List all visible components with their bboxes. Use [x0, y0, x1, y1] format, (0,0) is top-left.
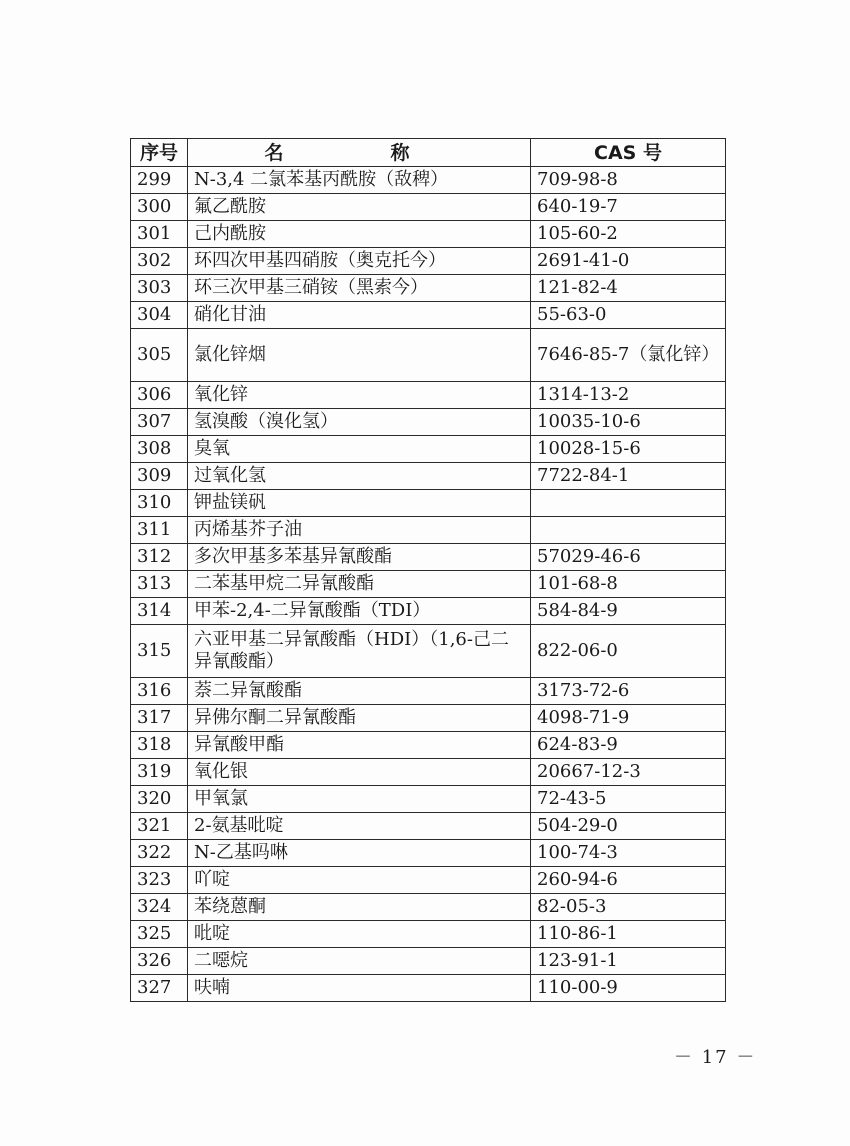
- row-number: 308: [131, 436, 188, 463]
- cas-number: 709-98-8: [531, 167, 726, 194]
- cas-number: 1314-13-2: [531, 382, 726, 409]
- cas-number: 7722-84-1: [531, 463, 726, 490]
- chemical-name: 氟乙酰胺: [188, 194, 531, 221]
- chemical-table: [130, 138, 726, 1002]
- row-number: 306: [131, 382, 188, 409]
- table-row: [131, 786, 726, 813]
- row-number: 325: [131, 921, 188, 948]
- chemical-name: N-3,4 二氯苯基丙酰胺（敌稗）: [188, 167, 531, 194]
- table-row: [131, 436, 726, 463]
- row-number: 316: [131, 678, 188, 705]
- cas-number: 260-94-6: [531, 867, 726, 894]
- cas-number: 640-19-7: [531, 194, 726, 221]
- chemical-name: 臭氧: [188, 436, 531, 463]
- table-row: [131, 248, 726, 275]
- row-number: 314: [131, 598, 188, 625]
- table-row: [131, 490, 726, 517]
- chemical-name: 氢溴酸（溴化氢）: [188, 409, 531, 436]
- row-number: 312: [131, 544, 188, 571]
- cas-number: 55-63-0: [531, 302, 726, 329]
- row-number: 323: [131, 867, 188, 894]
- row-number: 322: [131, 840, 188, 867]
- chemical-name: 2-氨基吡啶: [188, 813, 531, 840]
- cas-number: 504-29-0: [531, 813, 726, 840]
- table-row: [131, 302, 726, 329]
- table-row: [131, 329, 726, 382]
- table-row: [131, 382, 726, 409]
- row-number: 320: [131, 786, 188, 813]
- table-row: [131, 732, 726, 759]
- cas-number: 4098-71-9: [531, 705, 726, 732]
- table-row: [131, 598, 726, 625]
- table-row: [131, 409, 726, 436]
- chemical-name: 吡啶: [188, 921, 531, 948]
- row-number: 324: [131, 894, 188, 921]
- table-row: [131, 221, 726, 248]
- chemical-name: N-乙基吗啉: [188, 840, 531, 867]
- cas-number: 110-86-1: [531, 921, 726, 948]
- table-row: [131, 705, 726, 732]
- cas-number: 121-82-4: [531, 275, 726, 302]
- table-row: [131, 544, 726, 571]
- chemical-name: 氧化银: [188, 759, 531, 786]
- cas-number: 123-91-1: [531, 948, 726, 975]
- chemical-name: 萘二异氰酸酯: [188, 678, 531, 705]
- chemical-name: 钾盐镁矾: [188, 490, 531, 517]
- row-number: 304: [131, 302, 188, 329]
- cas-number: 2691-41-0: [531, 248, 726, 275]
- row-number: 302: [131, 248, 188, 275]
- table-row: [131, 894, 726, 921]
- cas-number: 822-06-0: [531, 625, 726, 678]
- header-name: 名 称: [188, 139, 531, 167]
- chemical-name: 氯化锌烟: [188, 329, 531, 382]
- row-number: 313: [131, 571, 188, 598]
- row-number: 311: [131, 517, 188, 544]
- table-row: [131, 463, 726, 490]
- chemical-name: 氧化锌: [188, 382, 531, 409]
- cas-number: [531, 517, 726, 544]
- chemical-name: 异氰酸甲酯: [188, 732, 531, 759]
- chemical-name: 异佛尔酮二异氰酸酯: [188, 705, 531, 732]
- table-row: [131, 975, 726, 1002]
- chemical-name: 环三次甲基三硝铵（黑索今）: [188, 275, 531, 302]
- cas-number: 624-83-9: [531, 732, 726, 759]
- header-cas: CAS 号: [531, 139, 726, 167]
- chemical-name: 硝化甘油: [188, 302, 531, 329]
- row-number: 300: [131, 194, 188, 221]
- chemical-name: 二噁烷: [188, 948, 531, 975]
- cas-number: 584-84-9: [531, 598, 726, 625]
- cas-number: 7646-85-7（氯化锌）: [531, 329, 726, 382]
- row-number: 305: [131, 329, 188, 382]
- table-row: [131, 921, 726, 948]
- table-row: [131, 275, 726, 302]
- row-number: 303: [131, 275, 188, 302]
- row-number: 321: [131, 813, 188, 840]
- cas-number: 110-00-9: [531, 975, 726, 1002]
- cas-number: 101-68-8: [531, 571, 726, 598]
- chemical-name: 甲苯-2,4-二异氰酸酯（TDI）: [188, 598, 531, 625]
- page-number: － 17 －: [674, 1047, 757, 1068]
- chemical-name: 呋喃: [188, 975, 531, 1002]
- row-number: 326: [131, 948, 188, 975]
- table-row: [131, 948, 726, 975]
- row-number: 327: [131, 975, 188, 1002]
- cas-number: 100-74-3: [531, 840, 726, 867]
- row-number: 317: [131, 705, 188, 732]
- row-number: 307: [131, 409, 188, 436]
- row-number: 309: [131, 463, 188, 490]
- table-row: [131, 678, 726, 705]
- cas-number: 10028-15-6: [531, 436, 726, 463]
- table-body: [131, 167, 726, 1002]
- table-row: [131, 625, 726, 678]
- cas-number: 10035-10-6: [531, 409, 726, 436]
- table-row: [131, 759, 726, 786]
- cas-number: 57029-46-6: [531, 544, 726, 571]
- header-number: 序号: [131, 139, 188, 167]
- cas-number: 105-60-2: [531, 221, 726, 248]
- chemical-name: 丙烯基芥子油: [188, 517, 531, 544]
- chemical-name: 二苯基甲烷二异氰酸酯: [188, 571, 531, 598]
- row-number: 310: [131, 490, 188, 517]
- table-header-row: [131, 139, 726, 167]
- table-row: [131, 840, 726, 867]
- chemical-name: 己内酰胺: [188, 221, 531, 248]
- chemical-name: 环四次甲基四硝胺（奥克托今）: [188, 248, 531, 275]
- table-row: [131, 194, 726, 221]
- chemical-name: 过氧化氢: [188, 463, 531, 490]
- row-number: 301: [131, 221, 188, 248]
- row-number: 318: [131, 732, 188, 759]
- row-number: 319: [131, 759, 188, 786]
- table-row: [131, 867, 726, 894]
- row-number: 315: [131, 625, 188, 678]
- cas-number: 72-43-5: [531, 786, 726, 813]
- cas-number: 82-05-3: [531, 894, 726, 921]
- cas-number: 20667-12-3: [531, 759, 726, 786]
- cas-number: [531, 490, 726, 517]
- chemical-name: 甲氧氯: [188, 786, 531, 813]
- chemical-name: 苯绕蒽酮: [188, 894, 531, 921]
- row-number: 299: [131, 167, 188, 194]
- cas-number: 3173-72-6: [531, 678, 726, 705]
- chemical-name: 吖啶: [188, 867, 531, 894]
- chemical-name: 多次甲基多苯基异氰酸酯: [188, 544, 531, 571]
- table-row: [131, 813, 726, 840]
- table-row: [131, 167, 726, 194]
- table-row: [131, 517, 726, 544]
- table-row: [131, 571, 726, 598]
- chemical-name: 六亚甲基二异氰酸酯（HDI）（1,6-己二异氰酸酯）: [188, 625, 531, 678]
